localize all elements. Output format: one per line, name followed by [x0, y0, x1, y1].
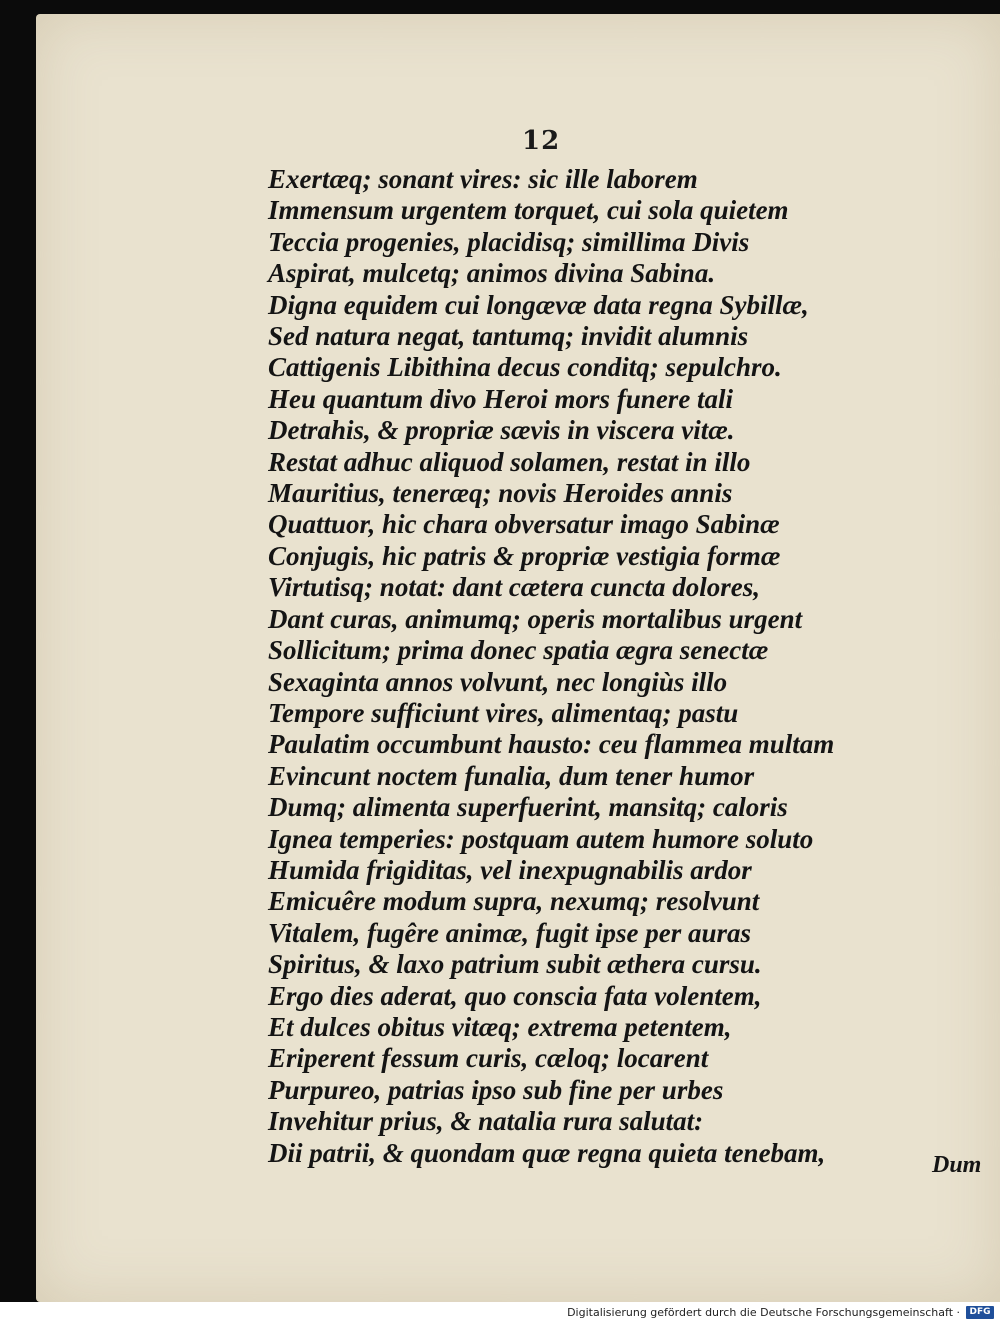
- funding-notice: Digitalisierung gefördert durch die Deutsche Forschungsgemeinschaft ·: [567, 1306, 960, 1319]
- verse-line: Et dulces obitus vitæq; extrema petentem,: [268, 1011, 732, 1042]
- verse-text: [268, 164, 834, 1169]
- verse-line: Sexaginta annos volvunt, nec longiùs illo: [268, 666, 728, 697]
- verse-line: Cattigenis Libithina decus conditq; sepulchro.: [268, 352, 782, 383]
- verse-line: Dumq; alimenta superfuerint, mansitq; caloris: [268, 792, 788, 823]
- verse-line: Ignea temperies: postquam autem humore soluto: [268, 823, 814, 854]
- dfg-logo: DFG: [966, 1306, 994, 1319]
- verse-line: Emicuêre modum supra, nexumq; resolvunt: [268, 886, 760, 917]
- verse-line: Sed natura negat, tantumq; invidit alumnis: [268, 321, 749, 352]
- verse-line: Dant curas, animumq; operis mortalibus urgent: [268, 603, 803, 634]
- verse-line: Conjugis, hic patris & propriæ vestigia formæ: [268, 540, 781, 571]
- verse-line: Eriperent fessum curis, cæloq; locarent: [268, 1043, 709, 1074]
- verse-line: Virtutisq; notat: dant cætera cuncta dolores,: [268, 572, 761, 603]
- verse-line: Dii patrii, & quondam quæ regna quieta tenebam,: [268, 1137, 826, 1168]
- book-page: [36, 14, 1000, 1302]
- verse-line: Humida frigiditas, vel inexpugnabilis ardor: [268, 854, 752, 885]
- verse-line: Vitalem, fugêre animæ, fugit ipse per auras: [268, 917, 752, 948]
- verse-line: Restat adhuc aliquod solamen, restat in illo: [268, 446, 751, 477]
- verse-line: Digna equidem cui longævæ data regna Sybillæ,: [268, 289, 809, 320]
- verse-line: Quattuor, hic chara obversatur imago Sabinæ: [268, 509, 780, 540]
- verse-line: Immensum urgentem torquet, cui sola quietem: [268, 195, 789, 226]
- verse-line: Evincunt noctem funalia, dum tener humor: [268, 760, 755, 791]
- catchword: Dum: [932, 1152, 982, 1178]
- verse-line: Mauritius, teneræq; novis Heroides annis: [268, 478, 733, 509]
- page-number: 12: [522, 126, 561, 156]
- verse-line: Ergo dies aderat, quo conscia fata volentem,: [268, 980, 762, 1011]
- verse-line: Detrahis, & propriæ sævis in viscera vitæ.: [268, 415, 735, 446]
- verse-line: Sollicitum; prima donec spatia ægra senectæ: [268, 635, 769, 666]
- verse-line: Heu quantum divo Heroi mors funere tali: [268, 383, 734, 414]
- verse-line: Exertæq; sonant vires: sic ille laborem: [268, 164, 698, 194]
- verse-line: Tempore sufficiunt vires, alimentaq; pastu: [268, 697, 739, 728]
- footer-bar: [0, 1302, 1000, 1323]
- verse-line: Aspirat, mulcetq; animos divina Sabina.: [268, 258, 716, 289]
- verse-line: Paulatim occumbunt hausto: ceu flammea multam: [268, 729, 835, 760]
- verse-line: Purpureo, patrias ipso sub fine per urbes: [268, 1074, 724, 1105]
- verse-line: Teccia progenies, placidisq; simillima Divis: [268, 226, 750, 257]
- verse-line: Spiritus, & laxo patrium subit æthera cursu.: [268, 949, 762, 980]
- verse-line: Invehitur prius, & natalia rura salutat:: [268, 1106, 704, 1137]
